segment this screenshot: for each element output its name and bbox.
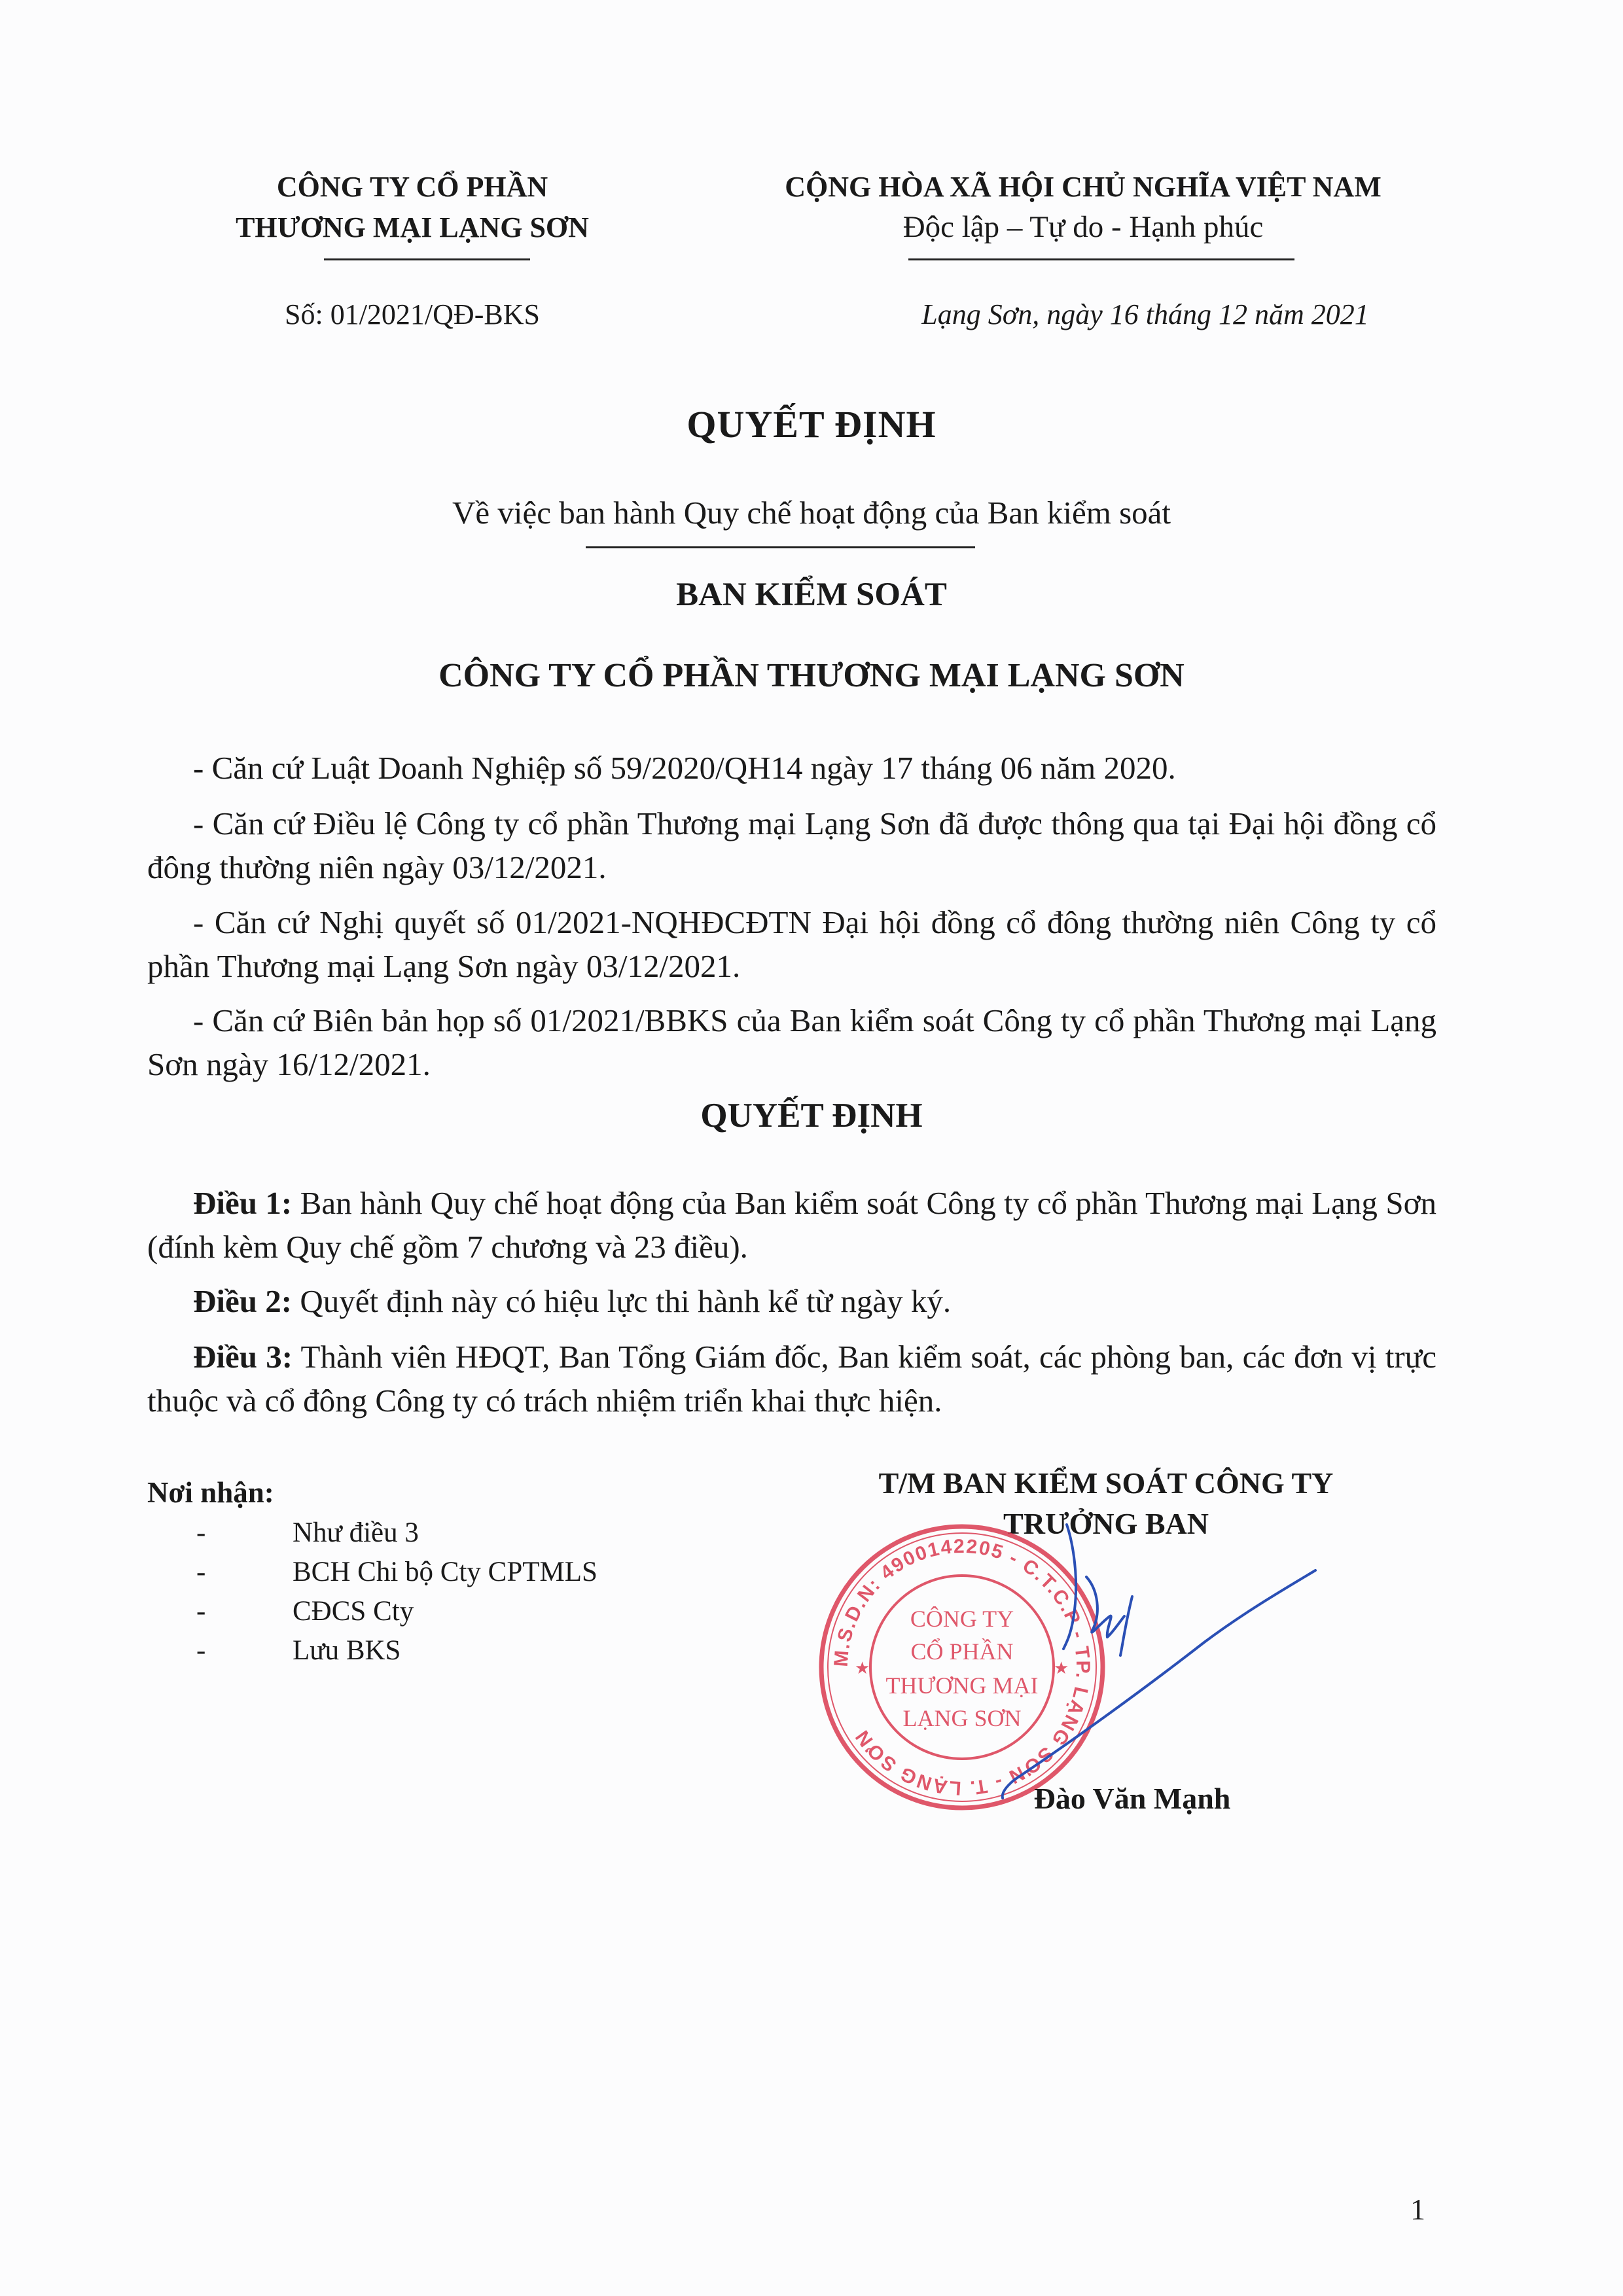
motto-underline [908,258,1294,260]
recipient-item: Như điều 3 [293,1517,419,1548]
legal-basis-2: - Căn cứ Điều lệ Công ty cổ phần Thương mại Lạng Sơn đã được thông qua tại Đại hội đồng cổ đông thường niên ngày 03/12/2021. [147,805,1436,885]
legal-basis-3: - Căn cứ Nghị quyết số 01/2021-NQHĐCĐTN Đại hội đồng cổ đông thường niên Công ty cổ phần Thương mại Lạng Sơn ngày 03/12/2021. [147,904,1436,984]
article-2 [147,1279,1436,1323]
article-1-text: Ban hành Quy chế hoạt động của Ban kiểm soát Công ty cổ phần Thương mại Lạng Sơn (đính kèm Quy chế gồm 7 chương và 23 điều). [147,1185,1437,1265]
place-and-date: Lạng Sơn, ngày 16 tháng 12 năm 2021 [921,298,1369,330]
decision-subject: Về việc ban hành Quy chế hoạt động của Ban kiểm soát [452,495,1171,531]
issuer-title-line2: CÔNG TY CỔ PHẦN THƯƠNG MẠI LẠNG SƠN [438,657,1185,694]
recipient-item: BCH Chi bộ Cty CPTMLS [293,1557,597,1587]
legal-basis-4: - Căn cứ Biên bản họp số 01/2021/BBKS của Ban kiểm soát Công ty cổ phần Thương mại Lạng Sơn ngày 16/12/2021. [147,1002,1436,1082]
subject-underline [586,546,975,548]
issuer-title-line1: BAN KIỂM SOÁT [676,576,947,613]
article-3-text: Thành viên HĐQT, Ban Tổng Giám đốc, Ban kiểm soát, các phòng ban, các đơn vị trực thuộc và cổ đông Công ty có trách nhiệm triển khai thực hiện. [147,1339,1436,1419]
company-name-line1: CÔNG TY CỔ PHẦN [276,171,548,203]
seal-center-line: CÔNG TY [910,1606,1014,1632]
company-name-line2: THƯƠNG MẠI LẠNG SƠN [236,211,589,243]
legal-basis-1: - Căn cứ Luật Doanh Nghiệp số 59/2020/QH14 ngày 17 tháng 06 năm 2020. [193,750,1176,786]
recipient-dash: - [196,1517,206,1548]
document-number: Số: 01/2021/QĐ-BKS [285,298,540,330]
recipient-dash: - [196,1557,206,1587]
seal-star-icon: ★ [1054,1659,1069,1678]
recipients-heading: Nơi nhận: [147,1476,274,1509]
signer-name: Đào Văn Mạnh [1033,1782,1231,1815]
seal-center-line: CỔ PHẦN [910,1638,1014,1665]
recipient-item: CĐCS Cty [293,1596,414,1627]
seal-ring-text: M.S.D.N: 4900142205 - C.T.C.P - TP. LẠNG SƠN - T. LẠNG SƠN [830,1535,1094,1799]
national-motto: Độc lập – Tự do - Hạnh phúc [902,210,1264,244]
recipient-item: Lưu BKS [293,1635,401,1666]
signature-position: TRƯỞNG BAN [1003,1507,1209,1540]
page-number: 1 [1410,2193,1425,2226]
company-underline [324,258,530,260]
article-3-label: Điều 3: [193,1339,293,1375]
country-name: CỘNG HÒA XÃ HỘI CHỦ NGHĨA VIỆT NAM [785,171,1382,203]
article-2-text: Quyết định này có hiệu lực thi hành kể từ ngày ký. [300,1283,952,1319]
recipient-dash: - [196,1635,206,1666]
seal-center-line: LẠNG SƠN [902,1705,1022,1731]
decision-title: QUYẾT ĐỊNH [687,403,936,446]
article-1-label: Điều 1: [193,1185,293,1221]
seal-star-icon: ★ [855,1659,870,1678]
article-1 [147,1181,1436,1269]
seal-center-line: THƯƠNG MẠI [885,1672,1039,1699]
signature-on-behalf: T/M BAN KIỂM SOÁT CÔNG TY [878,1466,1334,1500]
recipient-dash: - [196,1596,206,1627]
company-name-block [196,167,628,248]
article-2-label: Điều 2: [193,1283,293,1319]
decision-heading: QUYẾT ĐỊNH [700,1097,923,1135]
article-3 [147,1335,1436,1422]
